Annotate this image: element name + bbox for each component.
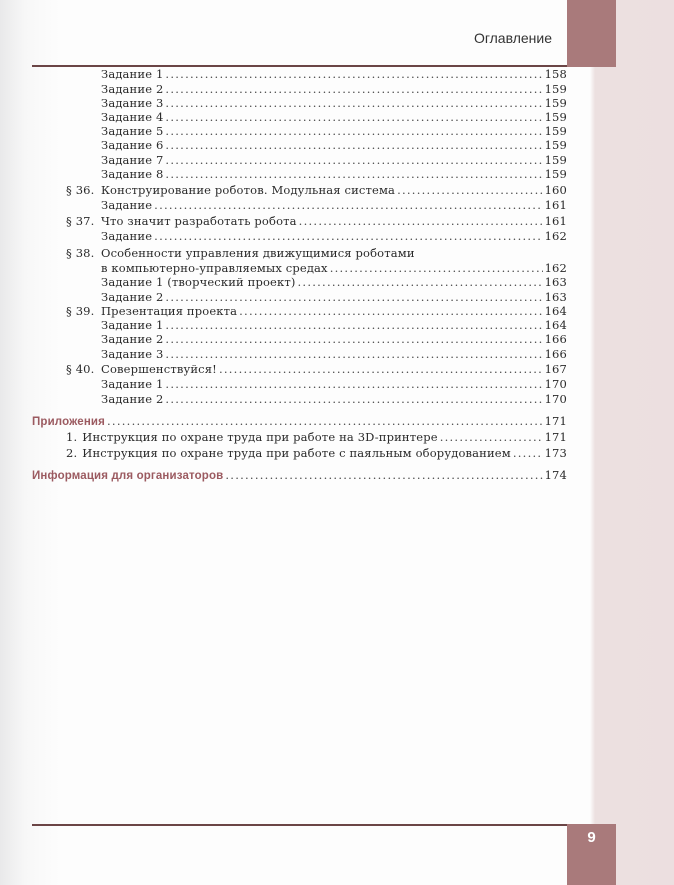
toc-page-number: 164 [544, 304, 567, 318]
toc-entry-title: Инструкция по охране труда при работе на 3D-принтере [82, 430, 438, 444]
dot-leader [165, 392, 542, 406]
dot-leader [165, 138, 542, 152]
toc-entry-label [101, 275, 296, 289]
toc-task-entry [101, 290, 567, 304]
toc-chapter-entry [66, 246, 567, 260]
toc-entry-label [101, 82, 163, 96]
toc-entry-label [66, 430, 438, 444]
toc-entry-title: Задание 3 [101, 347, 164, 361]
toc-entry-title: Задание 1 (творческий проект) [101, 275, 296, 289]
toc-chapter-entry [66, 430, 567, 444]
toc-entry-title: Задание 1 [101, 318, 164, 332]
toc-task-entry [101, 275, 567, 289]
toc-entry-number: § 37. [66, 214, 95, 228]
toc-page-number: 159 [544, 124, 567, 138]
toc-entry-label [66, 214, 297, 228]
toc-task-entry [101, 318, 567, 332]
toc-page-number: 161 [544, 198, 567, 212]
toc-entry-number: 2. [66, 446, 78, 460]
toc-page-number: 163 [544, 275, 567, 289]
dot-leader [165, 67, 542, 81]
toc-page-number: 164 [544, 318, 567, 332]
toc-entry-number: § 40. [66, 362, 95, 376]
toc-entry-title: Задание 2 [101, 332, 164, 346]
toc-entry-label [66, 446, 511, 460]
toc-chapter-entry [66, 214, 567, 228]
toc-task-entry [101, 138, 567, 152]
toc-page-number: 158 [544, 67, 567, 81]
toc-entry-title: Совершенствуйся! [101, 362, 217, 376]
dot-leader [239, 304, 542, 318]
toc-task-entry [101, 392, 567, 406]
toc-page-number: 159 [544, 82, 567, 96]
toc-entry-label [66, 362, 217, 376]
page-number: 9 [587, 829, 596, 846]
dot-leader [165, 82, 542, 96]
dot-leader [154, 229, 542, 243]
toc-task-entry [101, 332, 567, 346]
toc-entry-title: Задание [101, 198, 153, 212]
toc-page-number: 171 [544, 414, 567, 428]
toc-page-number: 159 [544, 96, 567, 110]
toc-entry-label [101, 332, 163, 346]
toc-entry-number: § 36. [66, 183, 95, 197]
toc-page-number: 159 [544, 138, 567, 152]
toc-entry-label [32, 469, 223, 483]
toc-page-number: 159 [544, 110, 567, 124]
toc-entry-title: Задание 8 [101, 167, 164, 181]
dot-leader [154, 198, 542, 212]
toc-entry-title: Задание 1 [101, 377, 164, 391]
dot-leader [107, 414, 543, 428]
dot-leader [165, 332, 542, 346]
toc-entry-title: Задание 5 [101, 124, 164, 138]
toc-task-entry [101, 82, 567, 96]
toc-entry-label [66, 246, 415, 260]
toc-entry-label [101, 153, 163, 167]
dot-leader [165, 124, 542, 138]
toc-chapter-entry [66, 304, 567, 318]
toc-page-number: 163 [544, 290, 567, 304]
toc-entry-title: Задание 2 [101, 82, 164, 96]
toc-page-number: 162 [544, 261, 567, 275]
toc-entry-label [101, 67, 163, 81]
toc-task-entry [101, 167, 567, 181]
toc-entry-label [101, 229, 152, 243]
toc-entry-title: Задание 2 [101, 290, 164, 304]
toc-task-entry [101, 198, 567, 212]
toc-entry-title: Задание 1 [101, 67, 164, 81]
dot-leader [513, 446, 543, 460]
toc-entry-title: Особенности управления движущимися роботами [101, 246, 415, 260]
toc-task-entry [101, 377, 567, 391]
dot-leader [165, 167, 542, 181]
toc-page-number: 171 [544, 430, 567, 444]
dot-leader [165, 290, 542, 304]
dot-leader [225, 468, 542, 482]
dot-leader [298, 275, 543, 289]
toc-entry-label [101, 347, 163, 361]
dot-leader [165, 153, 542, 167]
dot-leader [440, 430, 543, 444]
toc-entry-title: Задание 4 [101, 110, 164, 124]
toc-entry-continuation: в компьютерно-управляемых средах [101, 261, 328, 275]
toc-entry-title: Задание 2 [101, 392, 164, 406]
toc-task-entry [101, 229, 567, 243]
toc-entry-title: Задание [101, 229, 153, 243]
toc-entry-number: § 39. [66, 304, 95, 318]
toc-entry-label [101, 318, 163, 332]
toc-entry-label [32, 415, 105, 429]
toc-task-entry [101, 96, 567, 110]
chapter-tab-top [567, 0, 616, 67]
running-header-title: Оглавление [473, 30, 552, 46]
dot-leader [219, 362, 543, 376]
toc-page-number: 161 [544, 214, 567, 228]
toc-entry-title: Задание 6 [101, 138, 164, 152]
toc-page-number: 167 [544, 362, 567, 376]
toc-entry-title: Презентация проекта [101, 304, 238, 318]
toc-page-number: 166 [544, 332, 567, 346]
toc-entry-title: Информация для организаторов [32, 470, 224, 482]
dot-leader [165, 96, 542, 110]
dot-leader [165, 318, 542, 332]
toc-entry-label [101, 198, 152, 212]
toc-entry-label [101, 110, 163, 124]
toc-chapter-entry [101, 261, 567, 275]
toc-entry-title: Инструкция по охране труда при работе с паяльным оборудованием [82, 446, 511, 460]
toc-chapter-entry [66, 362, 567, 376]
dot-leader [397, 183, 543, 197]
toc-entry-number: § 38. [66, 246, 95, 260]
toc-page-number: 174 [544, 468, 567, 482]
dot-leader [330, 261, 543, 275]
toc-chapter-entry [66, 183, 567, 197]
toc-task-entry [101, 153, 567, 167]
toc-page-number: 160 [544, 183, 567, 197]
toc-section-heading [32, 414, 567, 429]
dot-leader [165, 347, 542, 361]
dot-leader [165, 110, 542, 124]
toc-page-number: 173 [544, 446, 567, 460]
toc-entry-label [66, 304, 237, 318]
toc-entry-label [101, 377, 163, 391]
toc-entry-label [101, 392, 163, 406]
toc-entry-label [101, 96, 163, 110]
toc-entry-title: Что значит разработать робота [101, 214, 297, 228]
dot-leader [165, 377, 542, 391]
toc-entry-label [66, 183, 395, 197]
toc-task-entry [101, 110, 567, 124]
toc-page-number: 162 [544, 229, 567, 243]
toc-entry-title: Задание 3 [101, 96, 164, 110]
toc-entry-label [101, 290, 163, 304]
toc-entry-title: Конструирование роботов. Модульная система [101, 183, 396, 197]
toc-entry-number: 1. [66, 430, 78, 444]
toc-entry-label [101, 124, 163, 138]
toc-page-number: 170 [544, 377, 567, 391]
toc-entry-title: Приложения [32, 416, 106, 428]
toc-entry-label [101, 167, 163, 181]
toc-task-entry [101, 347, 567, 361]
toc-task-entry [101, 67, 567, 81]
footer-rule [32, 824, 567, 826]
toc-page-number: 159 [544, 153, 567, 167]
toc-task-entry [101, 124, 567, 138]
toc-page-number: 159 [544, 167, 567, 181]
toc-entry-label [101, 138, 163, 152]
toc-page-number: 166 [544, 347, 567, 361]
toc-chapter-entry [66, 446, 567, 460]
toc-section-heading [32, 468, 567, 483]
toc-page-number: 170 [544, 392, 567, 406]
dot-leader [299, 214, 543, 228]
toc-entry-title: Задание 7 [101, 153, 164, 167]
